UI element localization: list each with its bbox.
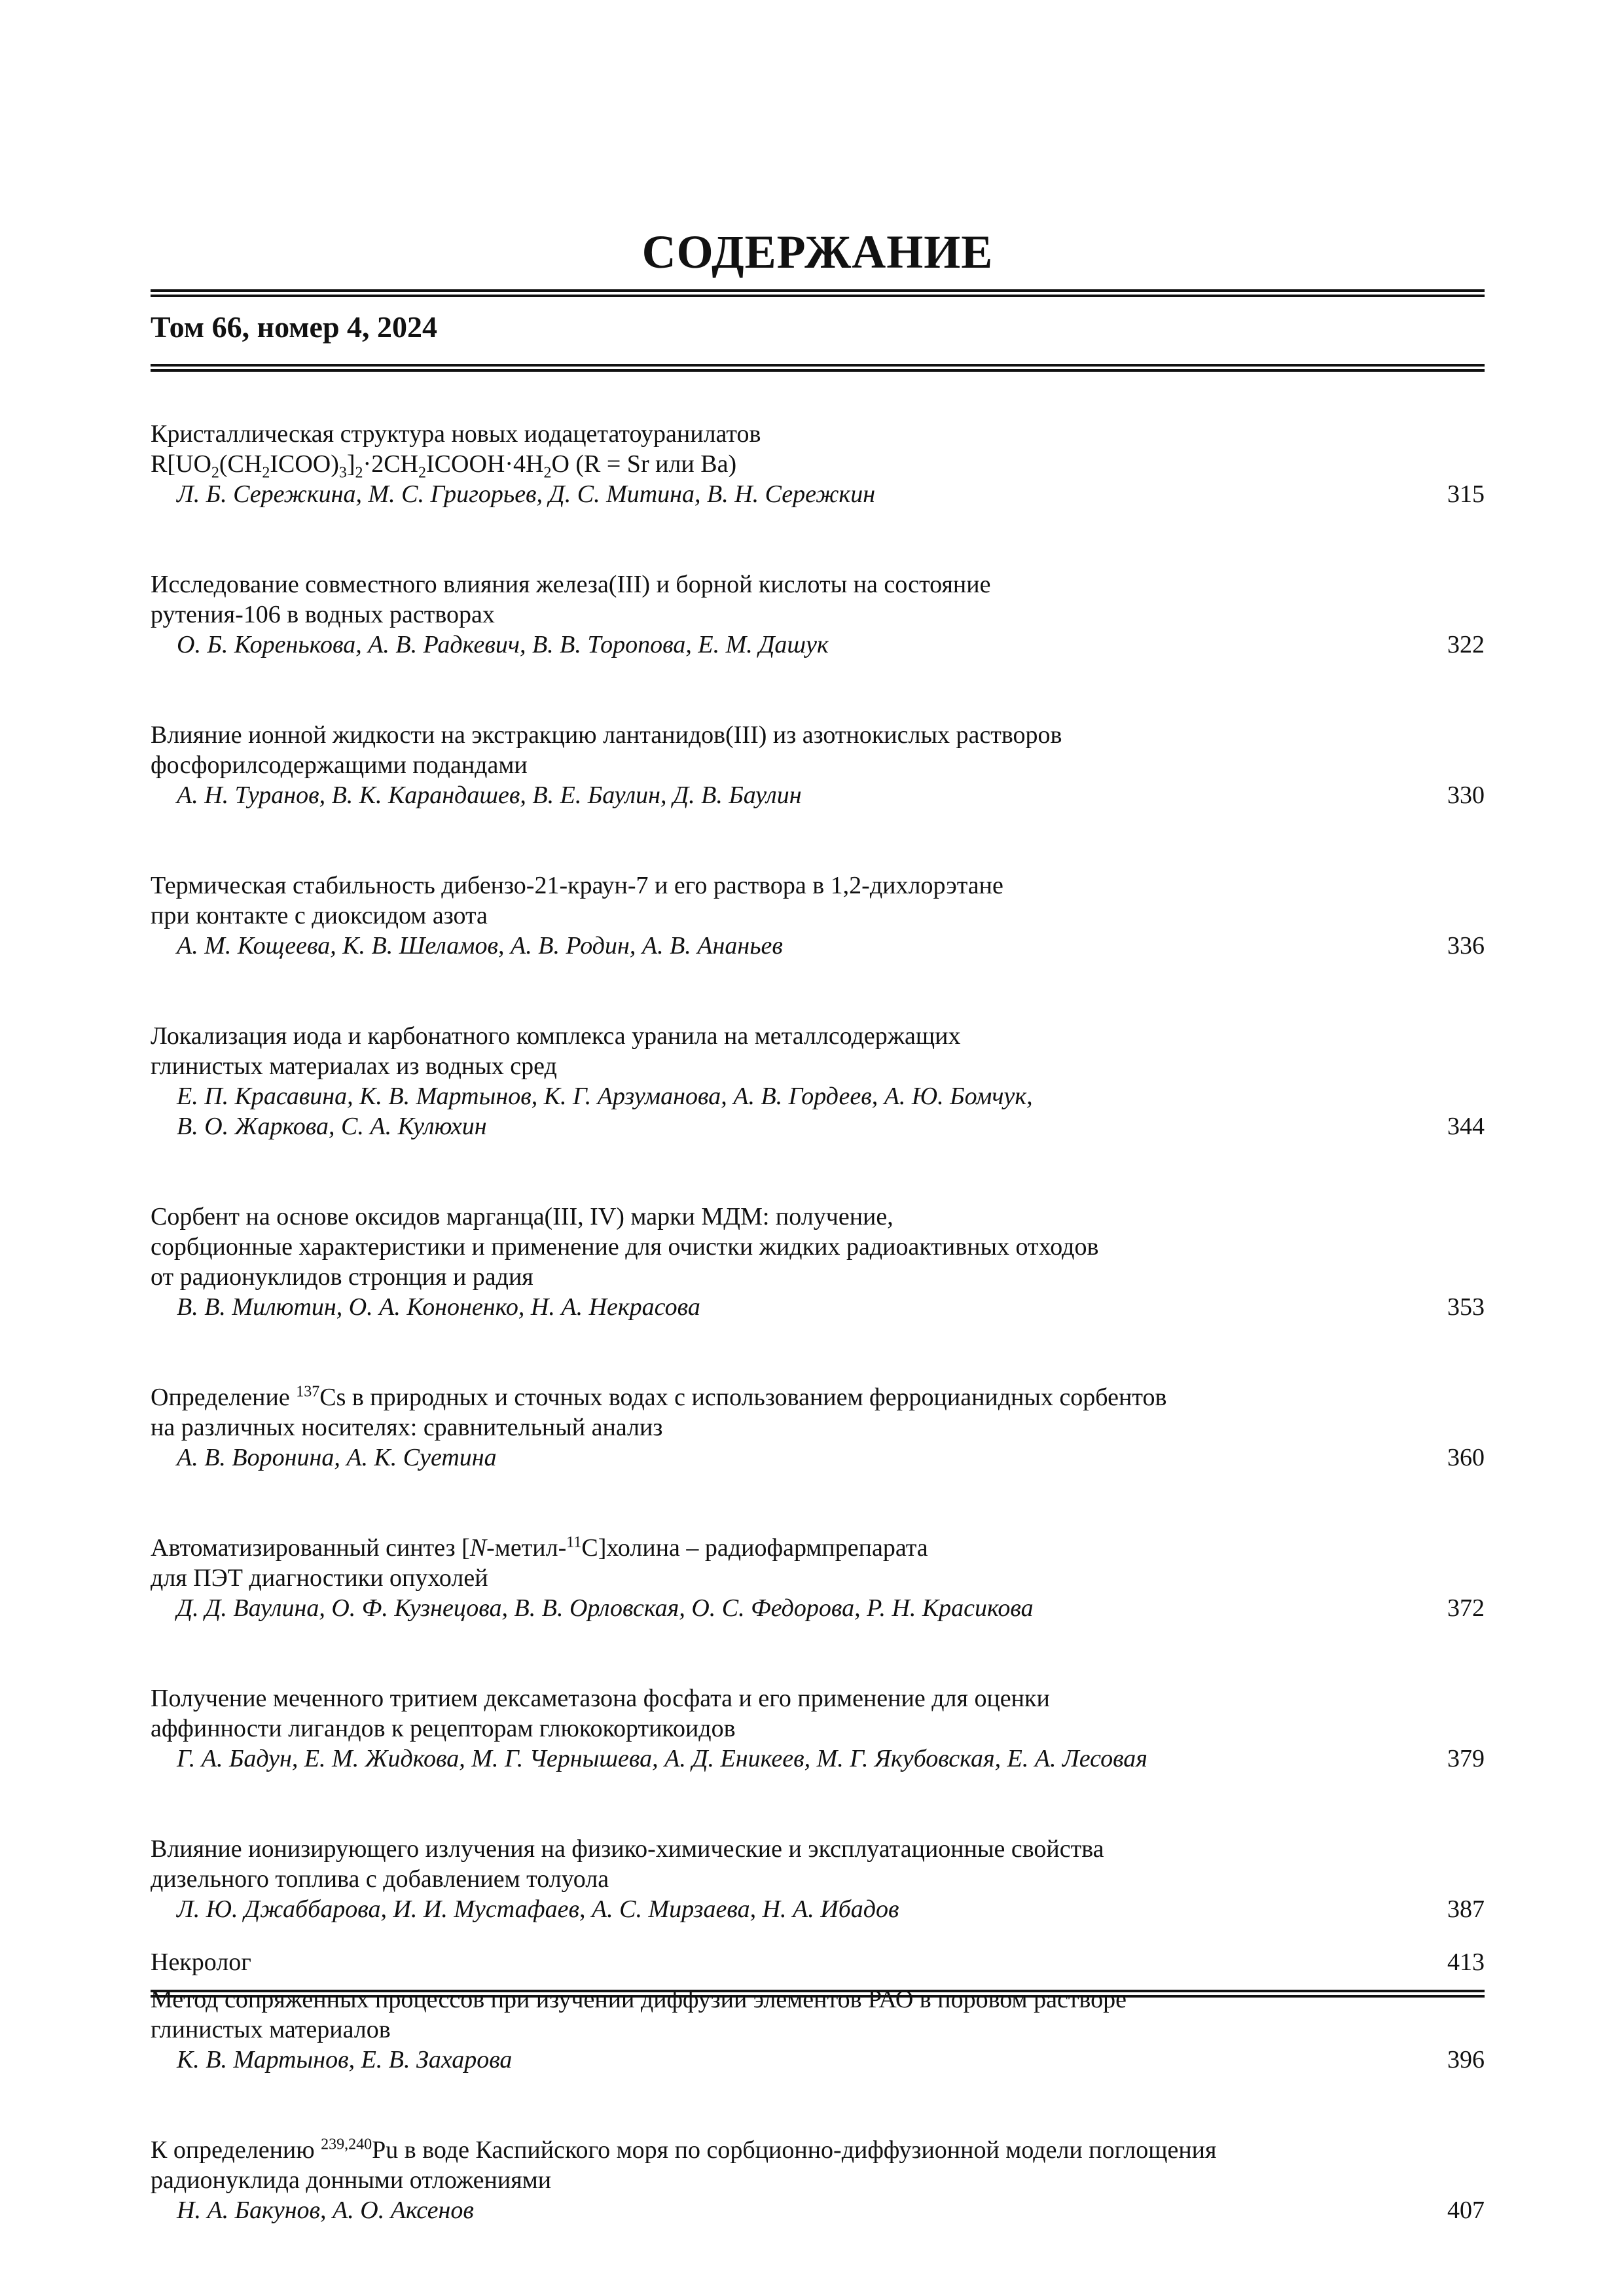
entry-page: 387: [1447, 1895, 1485, 1923]
contents-entry[interactable]: [151, 1984, 1485, 2075]
bottom-double-rule: [151, 1990, 1485, 1998]
contents-entry[interactable]: [151, 870, 1485, 961]
contents-entry[interactable]: [151, 720, 1485, 810]
entry-title: Получение меченного тритием дексаметазона фосфата и его применение для оценки аффинности лигандов к рецепторам глюкокортикоидов: [151, 1685, 1050, 1742]
contents-entry[interactable]: [151, 1683, 1485, 1774]
obituary-entry[interactable]: [151, 1947, 1485, 1977]
entry-title: Термическая стабильность дибензо-21-краун-7 и его раствора в 1,2-дихлорэтане при контакте с диоксидом азота: [151, 872, 1003, 929]
entry-authors: Л. Ю. Джаббарова, И. И. Мустафаев, А. С. Мирзаева, Н. А. Ибадов: [177, 1895, 899, 1923]
entry-page: 379: [1447, 1745, 1485, 1772]
entry-title: Влияние ионизирующего излучения на физико-химические и эксплуатационные свойства дизельного топлива с добавлением толуола: [151, 1835, 1104, 1893]
contents-entry[interactable]: [151, 1021, 1485, 1141]
entry-title: Метод сопряженных процессов при изучении диффузии элементов РАО в поровом растворе глинистых материалов: [151, 1986, 1127, 2043]
entry-page: 407: [1447, 2197, 1485, 2224]
contents-entry[interactable]: [151, 1834, 1485, 1924]
entry-page: 330: [1447, 781, 1485, 809]
entry-authors: В. В. Милютин, О. А. Кононенко, Н. А. Некрасова: [177, 1293, 700, 1321]
contents-entry[interactable]: [151, 419, 1485, 509]
obituary-page: 413: [1447, 1948, 1485, 1976]
entry-authors: А. Н. Туранов, В. К. Карандашев, В. Е. Баулин, Д. В. Баулин: [177, 781, 802, 809]
contents-entry[interactable]: [151, 2135, 1485, 2225]
entry-page: 353: [1447, 1293, 1485, 1321]
top-double-rule: [151, 289, 1485, 297]
entry-page: 315: [1447, 480, 1485, 508]
entry-title: Сорбент на основе оксидов марганца(III, IV) марки МДМ: получение, сорбционные характеристики и применение для очистки жидких радиоактивных отходов от радионуклидов стронция и радия: [151, 1203, 1099, 1291]
entry-authors: А. М. Кощеева, К. В. Шеламов, А. В. Родин, А. В. Ананьев: [177, 932, 783, 960]
entry-title: Влияние ионной жидкости на экстракцию лантанидов(III) из азотнокислых растворов фосфорилсодержащими подандами: [151, 721, 1062, 779]
entry-page: 322: [1447, 631, 1485, 658]
entry-title: Кристаллическая структура новых иодацетатоуранилатов $R[UO_2(CH_2ICOO)_3]_2\cdot 2CH_2ICOOH\cdot 4H_2O$ (R = Sr или Ba): [151, 420, 761, 482]
entry-authors: К. В. Мартынов, Е. В. Захарова: [177, 2046, 513, 2073]
contents-page: [151, 0, 1485, 2296]
entry-title: Автоматизированный синтез [N-метил-$^{11}$C]холина – радиофармпрепарата для ПЭТ диагностики опухолей: [151, 1534, 928, 1592]
contents-entry[interactable]: [151, 1382, 1485, 1473]
entry-authors: Н. А. Бакунов, А. О. Аксенов: [177, 2197, 474, 2224]
entry-authors: Е. П. Красавина, К. В. Мартынов, К. Г. Арзуманова, А. В. Гордеев, А. Ю. Бомчук, В. О. Жаркова, С. А. Кулюхин: [177, 1083, 1033, 1140]
issue-line: Том 66, номер 4, 2024: [151, 310, 438, 344]
entry-page: 344: [1447, 1113, 1485, 1140]
obituary-label: Некролог: [151, 1948, 251, 1976]
entry-title: К определению $^{239,240}$Pu в воде Каспийского моря по сорбционно-диффузионной модели поглощения радионуклида донными отложениями: [151, 2136, 1217, 2194]
entry-page: 360: [1447, 1444, 1485, 1471]
entry-authors: Д. Д. Ваулина, О. Ф. Кузнецова, В. В. Орловская, О. С. Федорова, Р. Н. Красикова: [177, 1594, 1034, 1622]
entry-page: 396: [1447, 2046, 1485, 2073]
entry-title: Исследование совместного влияния железа(III) и борной кислоты на состояние рутения-106 в водных растворах: [151, 571, 991, 628]
entry-authors: Г. А. Бадун, Е. М. Жидкова, М. Г. Чернышева, А. Д. Еникеев, М. Г. Якубовская, Е. А. Лесовая: [177, 1745, 1147, 1772]
contents-entry[interactable]: [151, 569, 1485, 660]
entry-authors: А. В. Воронина, А. К. Суетина: [177, 1444, 497, 1471]
contents-entry[interactable]: [151, 1533, 1485, 1623]
contents-list: [151, 419, 1485, 2286]
page-title: СОДЕРЖАНИЕ: [641, 226, 994, 278]
entry-page: 372: [1447, 1594, 1485, 1622]
entry-authors: О. Б. Коренькова, А. В. Радкевич, В. В. Торопова, Е. М. Дашук: [177, 631, 829, 658]
entry-authors: Л. Б. Сережкина, М. С. Григорьев, Д. С. Митина, В. Н. Сережкин: [177, 480, 876, 508]
entry-page: 336: [1447, 932, 1485, 960]
contents-entry[interactable]: [151, 1202, 1485, 1322]
header-double-rule: [151, 364, 1485, 372]
entry-title: Определение $^{137}$Cs в природных и сточных водах с использованием ферроцианидных сорбентов на различных носителях: сравнительный анализ: [151, 1383, 1167, 1441]
entry-title: Локализация иода и карбонатного комплекса уранила на металлсодержащих глинистых материалах из водных сред: [151, 1022, 961, 1080]
